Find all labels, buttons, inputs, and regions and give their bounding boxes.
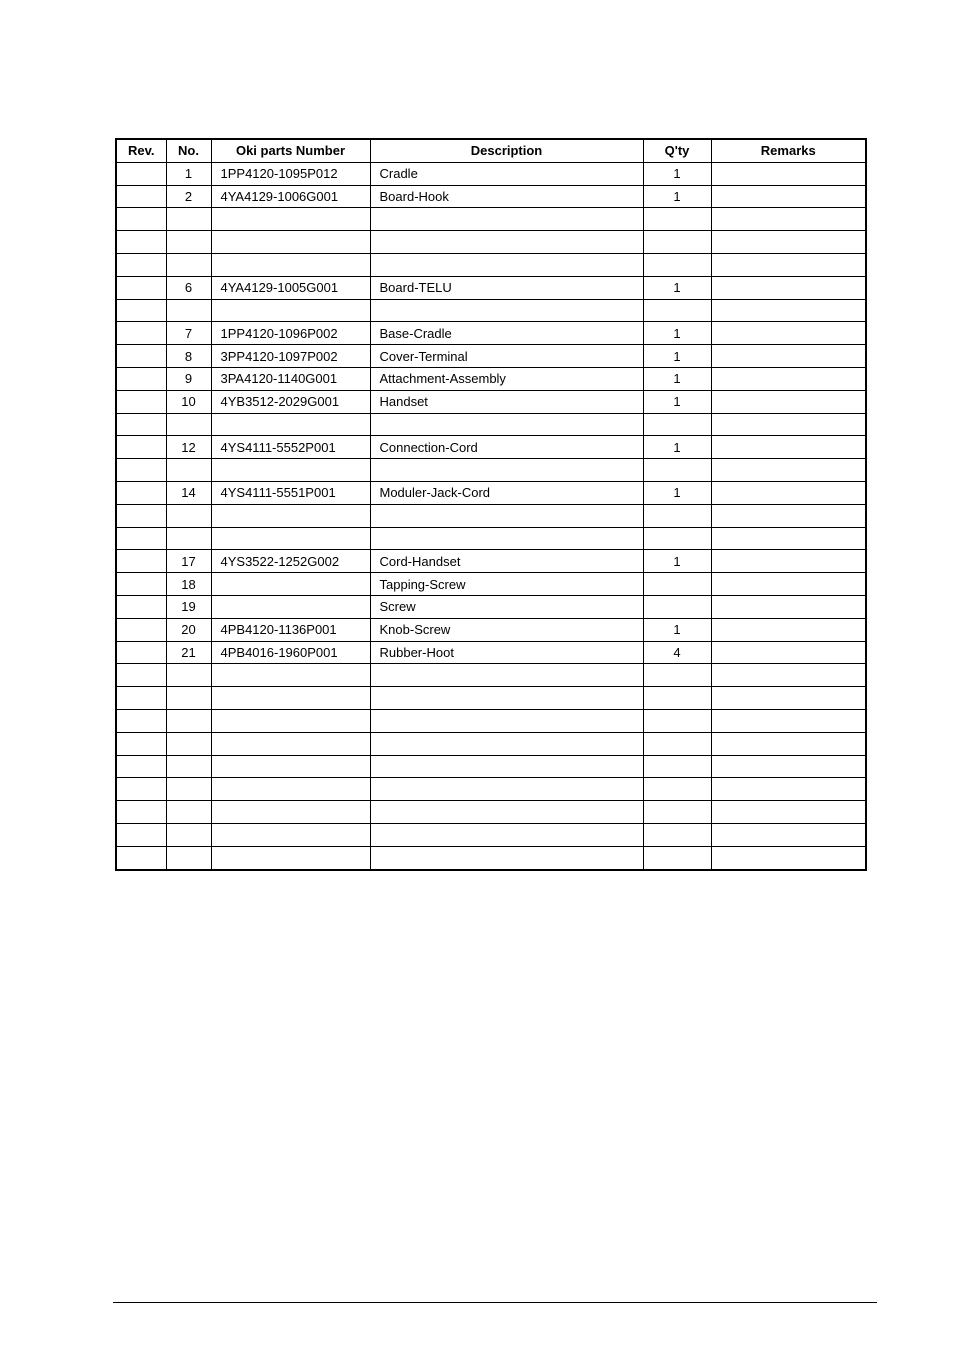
cell-no	[166, 846, 211, 869]
cell-no: 2	[166, 185, 211, 208]
cell-qty: 1	[643, 436, 711, 459]
cell-qty	[643, 778, 711, 801]
cell-description	[370, 208, 643, 231]
cell-no	[166, 687, 211, 710]
table-row	[116, 413, 866, 436]
cell-remarks	[711, 823, 866, 846]
cell-qty: 4	[643, 641, 711, 664]
cell-description: Tapping-Screw	[370, 573, 643, 596]
table-row	[116, 618, 866, 641]
cell-description	[370, 504, 643, 527]
table-row	[116, 459, 866, 482]
cell-qty: 1	[643, 550, 711, 573]
cell-part-number	[211, 823, 370, 846]
cell-no: 19	[166, 595, 211, 618]
cell-part-number	[211, 299, 370, 322]
table-row	[116, 550, 866, 573]
cell-rev	[116, 641, 166, 664]
cell-part-number: 4PB4016-1960P001	[211, 641, 370, 664]
cell-remarks	[711, 755, 866, 778]
cell-rev	[116, 208, 166, 231]
cell-rev	[116, 732, 166, 755]
cell-no	[166, 709, 211, 732]
table-row	[116, 823, 866, 846]
table-row	[116, 778, 866, 801]
cell-description: Screw	[370, 595, 643, 618]
cell-qty	[643, 709, 711, 732]
cell-qty	[643, 732, 711, 755]
cell-no	[166, 504, 211, 527]
cell-no	[166, 778, 211, 801]
cell-description: Cord-Handset	[370, 550, 643, 573]
cell-qty	[643, 231, 711, 254]
cell-rev	[116, 413, 166, 436]
cell-description: Handset	[370, 390, 643, 413]
cell-no: 17	[166, 550, 211, 573]
table-row	[116, 162, 866, 185]
cell-rev	[116, 573, 166, 596]
cell-description: Board-Hook	[370, 185, 643, 208]
cell-part-number	[211, 846, 370, 869]
table-row	[116, 732, 866, 755]
header-no: No.	[166, 139, 211, 162]
cell-rev	[116, 618, 166, 641]
table-row	[116, 481, 866, 504]
cell-qty	[643, 664, 711, 687]
cell-qty	[643, 687, 711, 710]
cell-no: 14	[166, 481, 211, 504]
cell-no: 8	[166, 345, 211, 368]
cell-qty	[643, 527, 711, 550]
cell-part-number	[211, 231, 370, 254]
cell-no	[166, 755, 211, 778]
cell-description	[370, 687, 643, 710]
table-row	[116, 573, 866, 596]
cell-remarks	[711, 208, 866, 231]
cell-part-number	[211, 527, 370, 550]
cell-part-number	[211, 687, 370, 710]
parts-table	[115, 138, 867, 871]
cell-no	[166, 413, 211, 436]
cell-description	[370, 231, 643, 254]
cell-description	[370, 778, 643, 801]
cell-part-number	[211, 504, 370, 527]
cell-part-number	[211, 709, 370, 732]
cell-part-number: 1PP4120-1096P002	[211, 322, 370, 345]
cell-remarks	[711, 162, 866, 185]
cell-no	[166, 253, 211, 276]
cell-remarks	[711, 527, 866, 550]
cell-rev	[116, 687, 166, 710]
cell-rev	[116, 550, 166, 573]
table-row	[116, 390, 866, 413]
cell-no: 7	[166, 322, 211, 345]
cell-qty	[643, 823, 711, 846]
cell-remarks	[711, 641, 866, 664]
cell-rev	[116, 527, 166, 550]
cell-rev	[116, 846, 166, 869]
cell-no	[166, 231, 211, 254]
cell-part-number	[211, 459, 370, 482]
cell-part-number: 3PA4120-1140G001	[211, 367, 370, 390]
cell-part-number	[211, 253, 370, 276]
table-row	[116, 527, 866, 550]
cell-rev	[116, 390, 166, 413]
cell-description: Board-TELU	[370, 276, 643, 299]
table-header-row	[116, 139, 866, 162]
table-row	[116, 595, 866, 618]
header-rev: Rev.	[116, 139, 166, 162]
cell-part-number: 4YB3512-2029G001	[211, 390, 370, 413]
cell-no	[166, 527, 211, 550]
cell-rev	[116, 322, 166, 345]
cell-qty	[643, 846, 711, 869]
cell-description: Moduler-Jack-Cord	[370, 481, 643, 504]
cell-qty: 1	[643, 345, 711, 368]
table-row	[116, 367, 866, 390]
cell-remarks	[711, 413, 866, 436]
cell-remarks	[711, 687, 866, 710]
cell-rev	[116, 595, 166, 618]
cell-qty: 1	[643, 322, 711, 345]
cell-qty: 1	[643, 276, 711, 299]
cell-qty	[643, 755, 711, 778]
cell-rev	[116, 778, 166, 801]
header-description: Description	[370, 139, 643, 162]
cell-remarks	[711, 299, 866, 322]
cell-rev	[116, 436, 166, 459]
table-row	[116, 846, 866, 869]
cell-remarks	[711, 732, 866, 755]
cell-remarks	[711, 778, 866, 801]
cell-rev	[116, 755, 166, 778]
cell-remarks	[711, 253, 866, 276]
table-row	[116, 436, 866, 459]
cell-qty: 1	[643, 367, 711, 390]
cell-rev	[116, 504, 166, 527]
cell-description: Base-Cradle	[370, 322, 643, 345]
table-row	[116, 208, 866, 231]
cell-remarks	[711, 550, 866, 573]
table-row	[116, 664, 866, 687]
cell-remarks	[711, 618, 866, 641]
cell-qty: 1	[643, 390, 711, 413]
cell-description	[370, 755, 643, 778]
cell-part-number	[211, 208, 370, 231]
cell-remarks	[711, 801, 866, 824]
table-row	[116, 801, 866, 824]
cell-description	[370, 709, 643, 732]
cell-remarks	[711, 185, 866, 208]
header-remarks: Remarks	[711, 139, 866, 162]
cell-rev	[116, 276, 166, 299]
cell-qty	[643, 595, 711, 618]
table-row	[116, 322, 866, 345]
cell-qty	[643, 459, 711, 482]
cell-part-number	[211, 801, 370, 824]
cell-part-number: 3PP4120-1097P002	[211, 345, 370, 368]
cell-rev	[116, 459, 166, 482]
cell-qty: 1	[643, 618, 711, 641]
cell-description	[370, 459, 643, 482]
header-part-number: Oki parts Number	[211, 139, 370, 162]
table-row	[116, 504, 866, 527]
cell-qty	[643, 413, 711, 436]
cell-qty	[643, 208, 711, 231]
cell-no: 20	[166, 618, 211, 641]
cell-remarks	[711, 709, 866, 732]
cell-remarks	[711, 481, 866, 504]
cell-qty	[643, 299, 711, 322]
cell-rev	[116, 823, 166, 846]
cell-part-number: 4YA4129-1005G001	[211, 276, 370, 299]
cell-rev	[116, 253, 166, 276]
cell-description: Cradle	[370, 162, 643, 185]
cell-rev	[116, 185, 166, 208]
cell-remarks	[711, 436, 866, 459]
cell-no: 10	[166, 390, 211, 413]
cell-rev	[116, 481, 166, 504]
cell-description	[370, 527, 643, 550]
cell-description: Rubber-Hoot	[370, 641, 643, 664]
cell-qty	[643, 573, 711, 596]
cell-description: Connection-Cord	[370, 436, 643, 459]
cell-part-number	[211, 413, 370, 436]
cell-no: 12	[166, 436, 211, 459]
table-row	[116, 687, 866, 710]
footer-rule	[113, 1302, 877, 1303]
cell-description	[370, 664, 643, 687]
cell-description	[370, 299, 643, 322]
cell-rev	[116, 345, 166, 368]
cell-description: Knob-Screw	[370, 618, 643, 641]
cell-remarks	[711, 846, 866, 869]
cell-part-number	[211, 755, 370, 778]
table-row	[116, 253, 866, 276]
table-row	[116, 345, 866, 368]
cell-part-number	[211, 595, 370, 618]
cell-qty	[643, 801, 711, 824]
table-row	[116, 709, 866, 732]
cell-part-number	[211, 778, 370, 801]
cell-part-number	[211, 573, 370, 596]
cell-description	[370, 823, 643, 846]
cell-remarks	[711, 367, 866, 390]
cell-description: Cover-Terminal	[370, 345, 643, 368]
cell-remarks	[711, 573, 866, 596]
cell-description	[370, 801, 643, 824]
cell-part-number: 4YS3522-1252G002	[211, 550, 370, 573]
table-row	[116, 231, 866, 254]
cell-no: 1	[166, 162, 211, 185]
cell-part-number: 4YA4129-1006G001	[211, 185, 370, 208]
cell-rev	[116, 231, 166, 254]
cell-no: 6	[166, 276, 211, 299]
cell-no: 21	[166, 641, 211, 664]
cell-part-number: 4YS4111-5551P001	[211, 481, 370, 504]
table-row	[116, 299, 866, 322]
cell-part-number	[211, 732, 370, 755]
cell-description: Attachment-Assembly	[370, 367, 643, 390]
cell-no	[166, 801, 211, 824]
cell-description	[370, 253, 643, 276]
cell-remarks	[711, 595, 866, 618]
table-row	[116, 641, 866, 664]
cell-description	[370, 846, 643, 869]
cell-rev	[116, 709, 166, 732]
cell-remarks	[711, 231, 866, 254]
table-row	[116, 185, 866, 208]
cell-no	[166, 732, 211, 755]
cell-rev	[116, 162, 166, 185]
cell-remarks	[711, 459, 866, 482]
cell-part-number: 1PP4120-1095P012	[211, 162, 370, 185]
cell-description	[370, 732, 643, 755]
cell-description	[370, 413, 643, 436]
table-body	[116, 162, 866, 869]
table-row	[116, 276, 866, 299]
cell-no	[166, 459, 211, 482]
cell-rev	[116, 664, 166, 687]
cell-qty	[643, 253, 711, 276]
cell-remarks	[711, 664, 866, 687]
cell-remarks	[711, 345, 866, 368]
cell-rev	[116, 299, 166, 322]
cell-qty: 1	[643, 162, 711, 185]
cell-rev	[116, 801, 166, 824]
cell-part-number: 4YS4111-5552P001	[211, 436, 370, 459]
cell-qty: 1	[643, 481, 711, 504]
cell-no: 18	[166, 573, 211, 596]
cell-qty: 1	[643, 185, 711, 208]
cell-remarks	[711, 504, 866, 527]
header-qty: Q'ty	[643, 139, 711, 162]
cell-no	[166, 208, 211, 231]
cell-remarks	[711, 276, 866, 299]
cell-part-number: 4PB4120-1136P001	[211, 618, 370, 641]
cell-no: 9	[166, 367, 211, 390]
cell-part-number	[211, 664, 370, 687]
cell-no	[166, 823, 211, 846]
cell-qty	[643, 504, 711, 527]
table-row	[116, 755, 866, 778]
cell-no	[166, 299, 211, 322]
cell-rev	[116, 367, 166, 390]
cell-remarks	[711, 390, 866, 413]
cell-remarks	[711, 322, 866, 345]
cell-no	[166, 664, 211, 687]
